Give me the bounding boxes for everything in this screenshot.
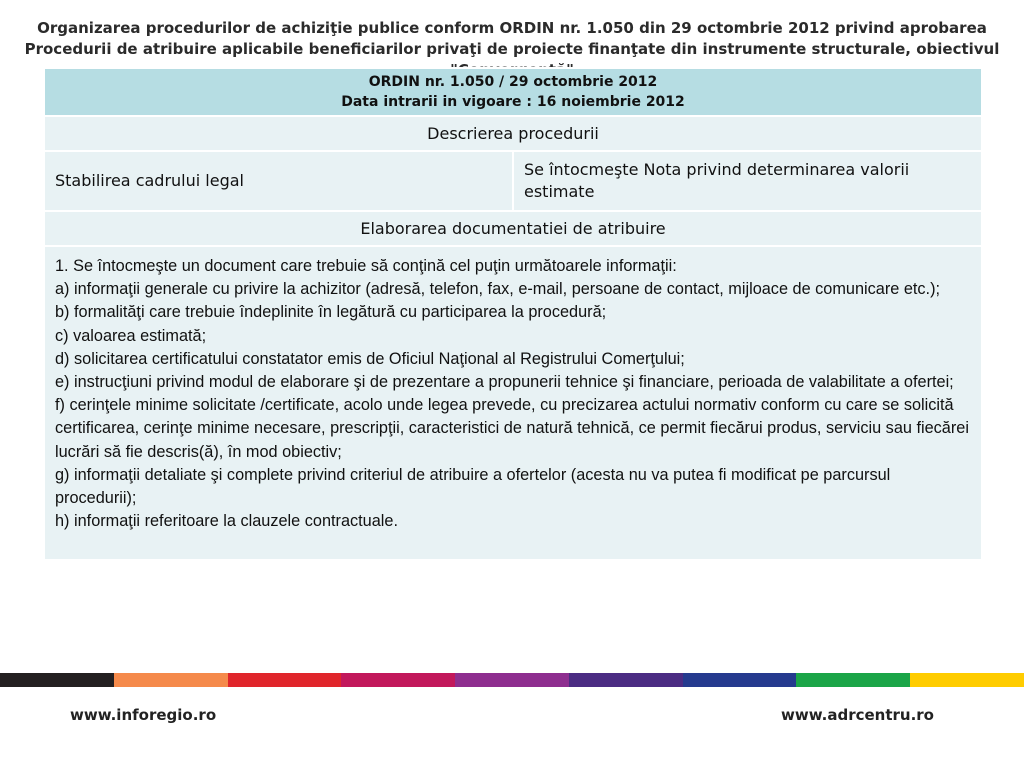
list-item: a) informaţii generale cu privire la achizitor (adresă, telefon, fax, e-mail, persoane de contact, mijloace de comunicare etc.); (55, 280, 941, 299)
page-title: Organizarea procedurilor de achiziţie publice conform ORDIN nr. 1.050 din 29 octombrie 2012 privind aprobarea Procedurii de atribuire aplicabile beneficiarilor privaţi de proiecte finanţate din instrumente structurale, obiectivul (24, 19, 1000, 58)
stripe-segment (0, 673, 114, 687)
stripe-segment (683, 673, 797, 687)
list-item: e) instrucţiuni privind modul de elaborare şi de prezentare a propunerii tehnice şi financiare, perioada de valabilitate a ofertei; (55, 373, 954, 392)
section-award-documentation: Elaborarea documentatiei de atribuire (44, 211, 982, 246)
stripe-segment (114, 673, 228, 687)
list-item: b) formalităţi care trebuie îndeplinite în legătură cu participarea la procedură; (55, 303, 607, 322)
list-item: g) informaţii detaliate şi complete privind criteriul de atribuire a ofertelor (acesta nu va putea fi modificat pe parcursul procedurii); (55, 465, 891, 508)
list-item: f) cerinţele minime solicitate /certificate, acolo unde legea prevede, cu precizarea actului normativ conform cu care se solicită certificarea, cerinţe minime necesare, prescripţii, caracteristici de natură tehnică, ce permit fiecărui produs, serviciu sau fiecărei lucrări să fie descris(ă), în mod obiectiv; (55, 396, 969, 461)
list-item: c) valoarea estimată; (55, 326, 207, 345)
estimated-value-note-cell: Se întocmeşte Nota privind determinarea valorii estimate (513, 151, 982, 211)
stripe-segment (341, 673, 455, 687)
list-item: d) solicitarea certificatului constatator emis de Oficiul Naţional al Registrului Comerţului; (55, 349, 685, 368)
list-item: 1. Se întocmeşte un document care trebuie să conţină cel puţin următoarele informaţii: (55, 257, 677, 275)
color-stripe (0, 673, 1024, 687)
footer-link-inforegio[interactable]: www.inforegio.ro (70, 706, 217, 724)
section-procedure-description: Descrierea procedurii (44, 116, 982, 151)
footer-link-adrcentru[interactable]: www.adrcentru.ro (781, 706, 934, 724)
stripe-segment (228, 673, 342, 687)
stripe-segment (910, 673, 1024, 687)
order-title: ORDIN nr. 1.050 / 29 octombrie 2012 (368, 74, 658, 90)
procedure-table (43, 67, 983, 561)
list-item: h) informaţii referitoare la clauzele contractuale. (55, 512, 398, 531)
effective-date: Data intrarii in vigoare : 16 noiembrie 2012 (341, 94, 685, 110)
stripe-segment (455, 673, 569, 687)
table-header (44, 68, 982, 116)
legal-framework-cell: Stabilirea cadrului legal (44, 151, 513, 211)
stripe-segment (796, 673, 910, 687)
requirements-cell (44, 246, 982, 560)
stripe-segment (569, 673, 683, 687)
